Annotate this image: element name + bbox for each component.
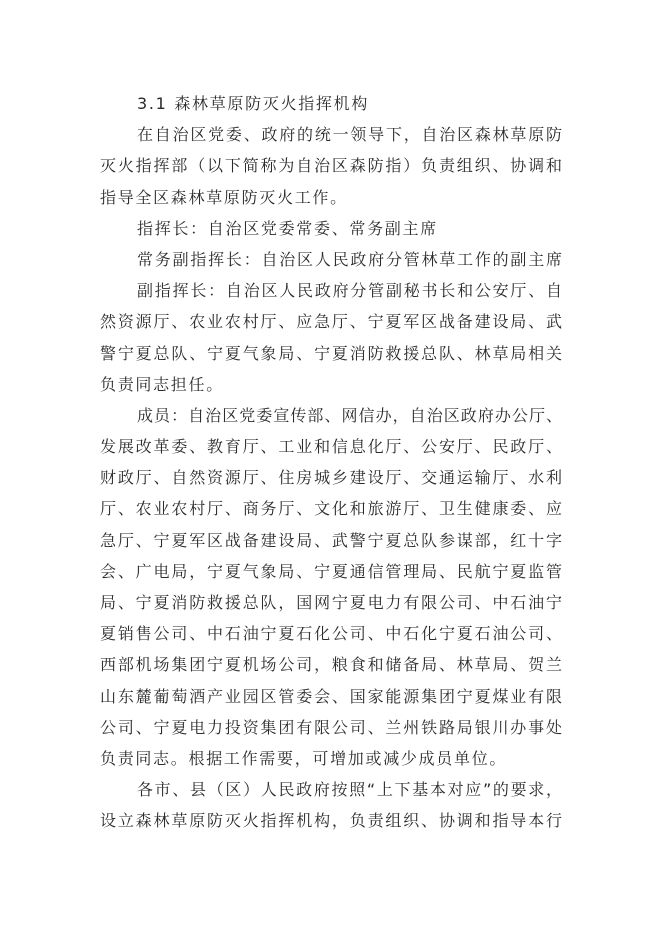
text-line: 在自治区党委、政府的统一领导下，自治区森林草原防: [137, 125, 562, 145]
text-line: 指挥长：自治区党委常委、常务副主席: [137, 218, 438, 238]
text-line: 财政厅、自然资源厅、住房城乡建设厅、交通运输厅、水利: [100, 468, 562, 488]
text-line: 公司、宁夏电力投资集团有限公司、兰州铁路局银川办事处: [100, 717, 562, 737]
text-line: 负责同志。根据工作需要，可增加或减少成员单位。: [100, 748, 508, 768]
text-line: 厅、农业农村厅、商务厅、文化和旅游厅、卫生健康委、应: [100, 499, 562, 519]
text-line: 常务副指挥长：自治区人民政府分管林草工作的副主席: [137, 249, 562, 269]
text-line: 急厅、宁夏军区战备建设局、武警宁夏总队参谋部，红十字: [100, 530, 562, 550]
text-line: 警宁夏总队、宁夏气象局、宁夏消防救援总队、林草局相关: [100, 343, 562, 363]
text-line: 夏销售公司、中石油宁夏石化公司、中石化宁夏石油公司、: [100, 624, 562, 644]
text-line: 负责同志担任。: [100, 374, 224, 394]
text-line: 会、广电局，宁夏气象局、宁夏通信管理局、民航宁夏监管: [100, 561, 562, 581]
text-line: 山东麓葡萄酒产业园区管委会、国家能源集团宁夏煤业有限: [100, 686, 562, 706]
text-line: 副指挥长：自治区人民政府分管副秘书长和公安厅、自: [137, 281, 562, 301]
text-line: 各市、县（区）人民政府按照“上下基本对应”的要求，: [137, 780, 562, 800]
text-line: 成员：自治区党委宣传部、网信办，自治区政府办公厅、: [137, 405, 562, 425]
text-line: 然资源厅、农业农村厅、应急厅、宁夏军区战备建设局、武: [100, 312, 562, 332]
document-body: [100, 88, 562, 837]
text-line: 设立森林草原防灭火指挥机构，负责组织、协调和指导本行: [100, 811, 562, 831]
section-heading: 3.1 森林草原防灭火指挥机构: [137, 94, 370, 113]
text-line: 西部机场集团宁夏机场公司，粮食和储备局、林草局、贺兰: [100, 655, 562, 675]
text-line: 指导全区森林草原防灭火工作。: [100, 187, 348, 207]
text-line: 发展改革委、教育厅、工业和信息化厅、公安厅、民政厅、: [100, 437, 562, 457]
text-line: 局、宁夏消防救援总队，国网宁夏电力有限公司、中石油宁: [100, 593, 562, 612]
text-line: 灭火指挥部（以下简称为自治区森防指）负责组织、协调和: [100, 156, 562, 176]
